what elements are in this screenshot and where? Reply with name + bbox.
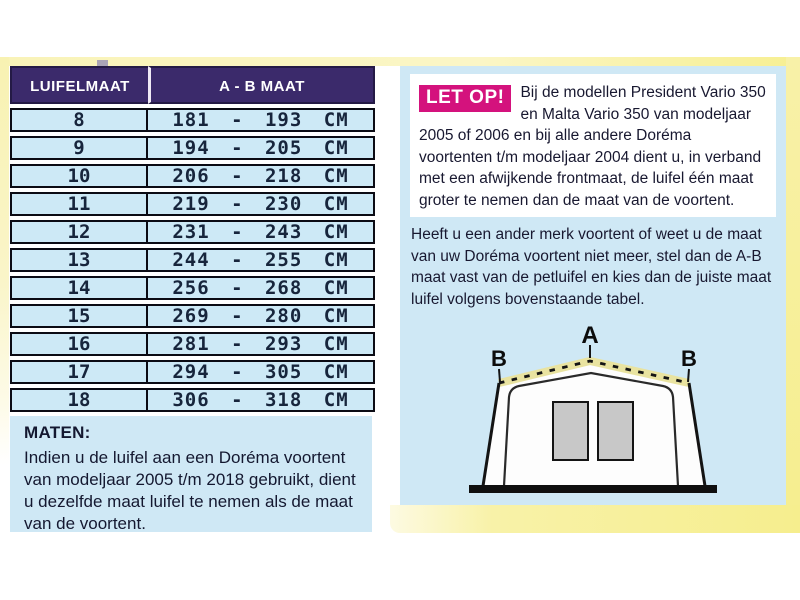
ab-maat-cell: 244 - 255 CM — [146, 248, 375, 272]
let-op-badge: LET OP! — [419, 85, 511, 112]
maten-note — [10, 416, 372, 532]
label-b-right: B — [681, 346, 697, 371]
luifelmaat-cell: 18 — [10, 388, 148, 412]
ab-maat-cell: 256 - 268 CM — [146, 276, 375, 300]
instruction-text: Heeft u een ander merk voortent of weet u de maat van uw Doréma voortent niet meer, stel dan de A-B maat vast van de petluifel en kies dan de juiste maat luifel volgens bovenstaande tabel. — [411, 226, 772, 308]
info-panel — [400, 66, 786, 505]
ab-maat-cell: 206 - 218 CM — [146, 164, 375, 188]
table-row — [10, 164, 375, 188]
table-row — [10, 360, 375, 384]
luifelmaat-cell: 14 — [10, 276, 148, 300]
ab-maat-cell: 181 - 193 CM — [146, 108, 375, 132]
table-row — [10, 332, 375, 356]
luifelmaat-cell: 12 — [10, 220, 148, 244]
tent-window-right — [598, 402, 633, 460]
size-table — [10, 66, 375, 412]
ab-maat-cell: 231 - 243 CM — [146, 220, 375, 244]
ab-maat-cell: 306 - 318 CM — [146, 388, 375, 412]
table-row — [10, 136, 375, 160]
luifelmaat-cell: 8 — [10, 108, 148, 132]
luifelmaat-cell: 16 — [10, 332, 148, 356]
table-row — [10, 276, 375, 300]
size-table-header-row — [10, 66, 375, 104]
awning-diagram — [400, 315, 786, 505]
ab-maat-cell: 194 - 205 CM — [146, 136, 375, 160]
label-b-left: B — [491, 346, 507, 371]
table-row — [10, 192, 375, 216]
notice-box — [410, 74, 776, 217]
size-table-body — [10, 108, 375, 412]
label-a: A — [581, 322, 599, 349]
luifelmaat-cell: 17 — [10, 360, 148, 384]
notice-text: Bij de modellen President Vario 350 en Malta Vario 350 van modeljaar 2005 of 2006 en bij alle andere Doréma voortenten t/m modeljaar 2004 dient u, in verband met een afwijkende frontmaat, de luifel één maat groter te nemen dan de maat van de voortent. — [419, 84, 766, 209]
luifelmaat-cell: 9 — [10, 136, 148, 160]
tent-window-left — [553, 402, 588, 460]
page-edge-bottom — [390, 505, 800, 533]
luifelmaat-cell: 10 — [10, 164, 148, 188]
maten-text: Indien u de luifel aan een Doréma voortent van modeljaar 2005 t/m 2018 gebruikt, dient u dezelfde maat luifel te nemen als de maat van de voortent. — [24, 448, 356, 533]
column-header-ab-maat: A - B MAAT — [148, 66, 375, 104]
table-row — [10, 304, 375, 328]
ab-maat-cell: 219 - 230 CM — [146, 192, 375, 216]
luifelmaat-cell: 13 — [10, 248, 148, 272]
ground-bar — [469, 485, 717, 493]
page-edge-right — [786, 57, 800, 533]
page-edge-top — [0, 57, 800, 66]
table-row — [10, 248, 375, 272]
page-edge-left — [0, 57, 9, 465]
ab-maat-cell: 269 - 280 CM — [146, 304, 375, 328]
luifelmaat-cell: 11 — [10, 192, 148, 216]
column-header-luifelmaat: LUIFELMAAT — [10, 66, 148, 104]
table-row — [10, 388, 375, 412]
luifelmaat-cell: 15 — [10, 304, 148, 328]
ab-maat-cell: 281 - 293 CM — [146, 332, 375, 356]
ab-maat-cell: 294 - 305 CM — [146, 360, 375, 384]
table-row — [10, 108, 375, 132]
maten-title: MATEN: — [24, 423, 91, 442]
table-row — [10, 220, 375, 244]
